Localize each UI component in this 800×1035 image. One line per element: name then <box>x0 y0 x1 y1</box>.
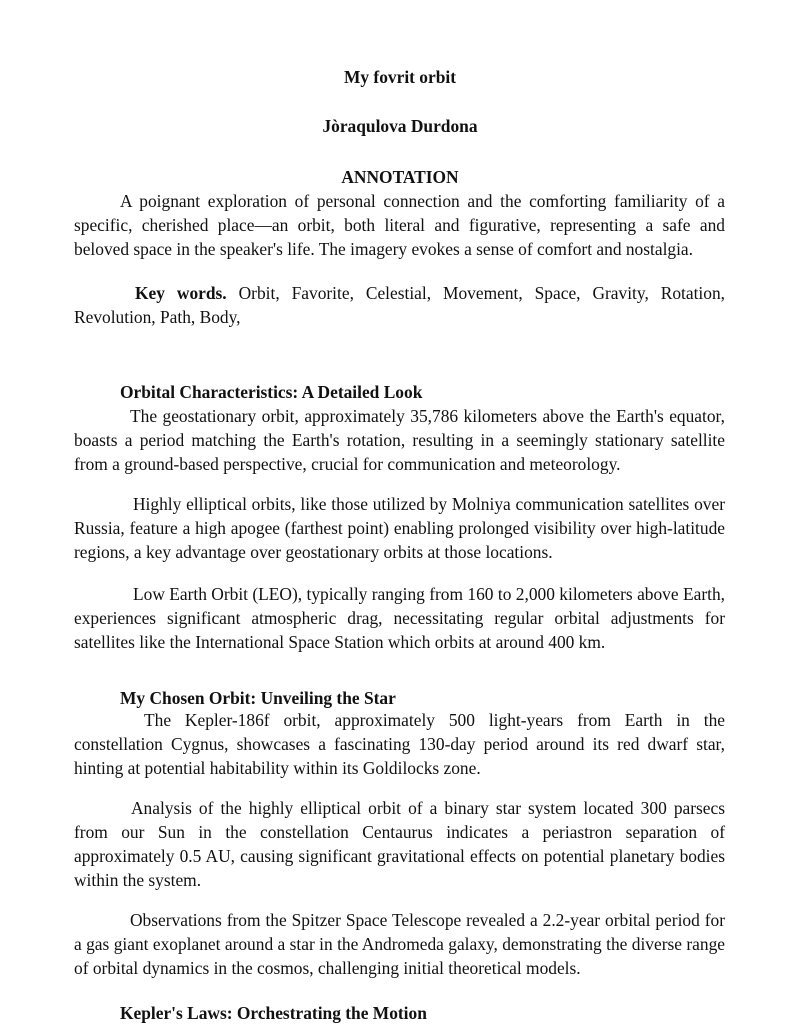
keywords-paragraph <box>74 281 725 329</box>
section-paragraph: Low Earth Orbit (LEO), typically ranging from 160 to 2,000 kilometers above Earth, experiences significant atmospheric drag, necessitating regular orbital adjustments for satellites like the International Space Station which orbits at around 400 km. <box>74 584 725 652</box>
document-title: My fovrit orbit <box>343 67 457 87</box>
section-heading: Orbital Characteristics: A Detailed Look <box>120 382 423 402</box>
section-heading: Kepler's Laws: Orchestrating the Motion <box>120 1003 427 1023</box>
section-heading: My Chosen Orbit: Unveiling the Star <box>120 688 396 708</box>
section-paragraph: Observations from the Spitzer Space Telescope revealed a 2.2-year orbital period for a gas giant exoplanet around a star in the Andromeda galaxy, demonstrating the diverse range of orbital dynamics in the cosmos, challenging initial theoretical models. <box>74 910 725 978</box>
section-paragraph: The Kepler-186f orbit, approximately 500 light-years from Earth in the constellation Cygnus, showcases a fascinating 130-day period around its red dwarf star, hinting at potential habitability within its Goldilocks zone. <box>74 710 725 778</box>
keywords-label: Key words. <box>135 283 227 303</box>
keywords-text: Orbit, Favorite, Celestial, Movement, Space, Gravity, Rotation, Revolution, Path, Body, <box>74 283 725 327</box>
section-paragraph: The geostationary orbit, approximately 35,786 kilometers above the Earth's equator, boasts a period matching the Earth's rotation, resulting in a seemingly stationary satellite from a ground-based perspective, crucial for communication and meteorology. <box>74 406 725 474</box>
section-paragraph: Highly elliptical orbits, like those utilized by Molniya communication satellites over Russia, feature a high apogee (farthest point) enabling prolonged visibility over high-latitude regions, a key advantage over geostationary orbits at those locations. <box>74 494 725 562</box>
annotation-heading: ANNOTATION <box>341 167 459 187</box>
author-name: Jòraqulova Durdona <box>322 116 478 136</box>
section-paragraph: Analysis of the highly elliptical orbit of a binary star system located 300 parsecs from our Sun in the constellation Centaurus indicates a periastron separation of approximately 0.5 AU, causing significant gravitational effects on potential planetary bodies within the system. <box>74 798 725 890</box>
annotation-text: A poignant exploration of personal connection and the comforting familiarity of a specific, cherished place—an orbit, both literal and figurative, representing a safe and beloved space in the speaker's life. The imagery evokes a sense of comfort and nostalgia. <box>74 191 725 259</box>
